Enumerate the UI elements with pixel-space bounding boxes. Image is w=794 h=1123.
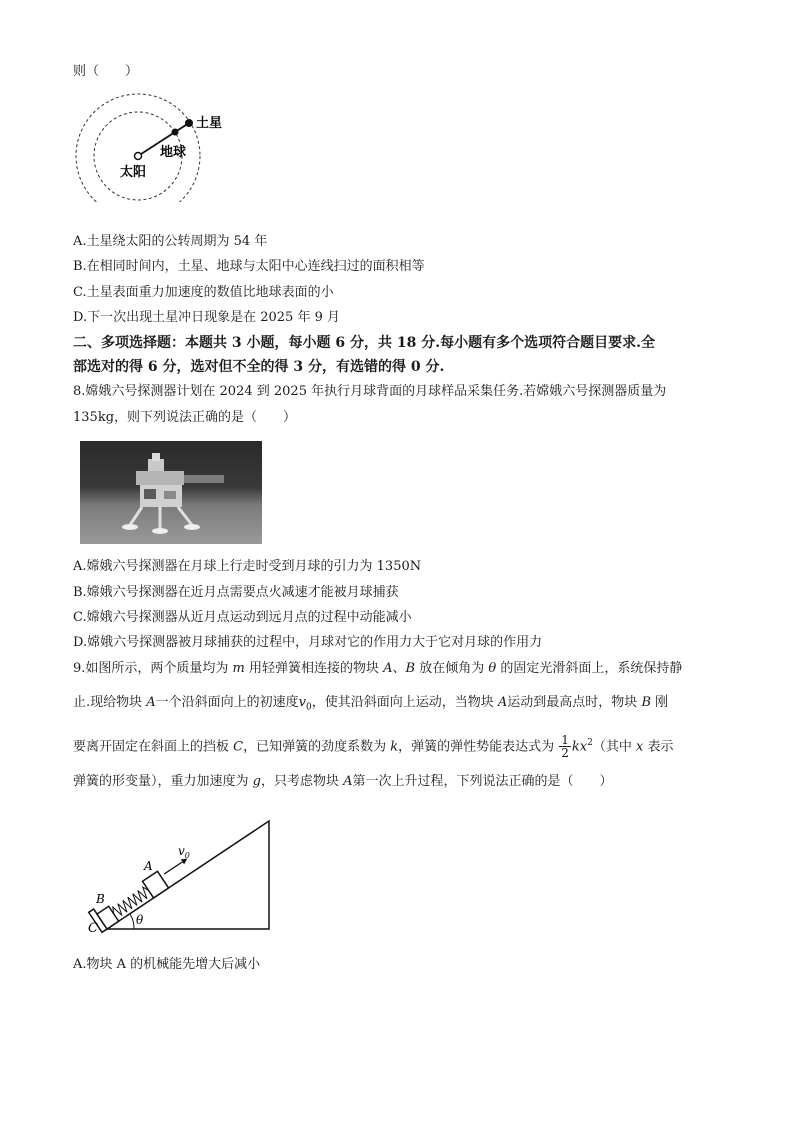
label-v0: $v_0$ [178,844,190,860]
saturn-marker [185,119,193,127]
sun-marker [135,153,142,160]
q9-stem-line1: 9.如图所示，两个质量均为 m 用轻弹簧相连接的物块 A、B 放在倾角为 θ 的固定光滑斜面上，系统保持静 [73,661,683,676]
velocity-arrow [164,862,182,874]
one-half-fraction: $\frac{1}{2}$ [561,733,569,761]
q7-option-c: C.土星表面重力加速度的数值比地球表面的小 [73,285,334,300]
q8-option-b: B.嫦娥六号探测器在近月点需要点火减速才能被月球捕获 [73,585,399,600]
lander-illustration [80,441,262,544]
q7-stem-tail: 则（ ） [73,64,139,79]
label-c: C [88,921,98,936]
earth-marker [172,129,179,136]
label-b: B [96,892,105,906]
incline [107,821,269,929]
q8-stem-line2: 135kg，则下列说法正确的是（ ） [73,410,297,425]
lander-photo [80,441,262,544]
q8-stem-line1: 8.嫦娥六号探测器计划在 2024 到 2025 年执行月球背面的月球样品采集任务.若嫦娥六号探测器质量为 [73,384,667,399]
q7-option-a: A.土星绕太阳的公转周期为 54 年 [73,234,268,249]
theta-label: θ [136,913,144,927]
saturn-label: 土星 [196,116,223,131]
q8-option-d: D.嫦娥六号探测器被月球捕获的过程中，月球对它的作用力大于它对月球的作用力 [73,635,543,650]
section2-heading-line1: 二、多项选择题：本题共 3 小题，每小题 6 分，共 18 分.每小题有多个选项符合题目要求.全 [73,335,655,351]
q9-stem-line4: 弹簧的形变量），重力加速度为 g，只考虑物块 A第一次上升过程，下列说法正确的是（ ） [73,774,613,789]
sun-label: 太阳 [120,165,147,180]
q9-option-a: A.物块 A 的机械能先增大后减小 [73,957,261,972]
solar-orbit-diagram [72,90,232,202]
label-a: A [144,859,153,873]
q9-stem-line2: 止.现给物块 A一个沿斜面向上的初速度$v_0$，使其沿斜面向上运动，当物块 A运动到最高点时，物块 B 刚 [73,695,669,713]
earth-label: 地球 [160,145,187,160]
q7-option-d: D.下一次出现土星冲日现象是在 2025 年 9 月 [73,310,340,325]
section2-heading-line2: 部选对的得 6 分，选对但不全的得 3 分，有选错的得 0 分. [73,359,445,375]
q8-option-a: A.嫦娥六号探测器在月球上行走时受到月球的引力为 1350N [73,559,422,574]
incline-spring-diagram [72,815,276,940]
block-a [142,871,168,898]
q7-option-b: B.在相同时间内，土星、地球与太阳中心连线扫过的面积相等 [73,259,425,274]
q8-option-c: C.嫦娥六号探测器从近月点运动到远月点的过程中动能减小 [73,610,412,625]
q9-stem-line3: 要离开固定在斜面上的挡板 C，已知弹簧的劲度系数为 k，弹簧的弹性势能表达式为 $\frac{1}{2}$ $kx^2$（其中 x 表示 [73,733,674,761]
theta-arc [130,914,134,929]
